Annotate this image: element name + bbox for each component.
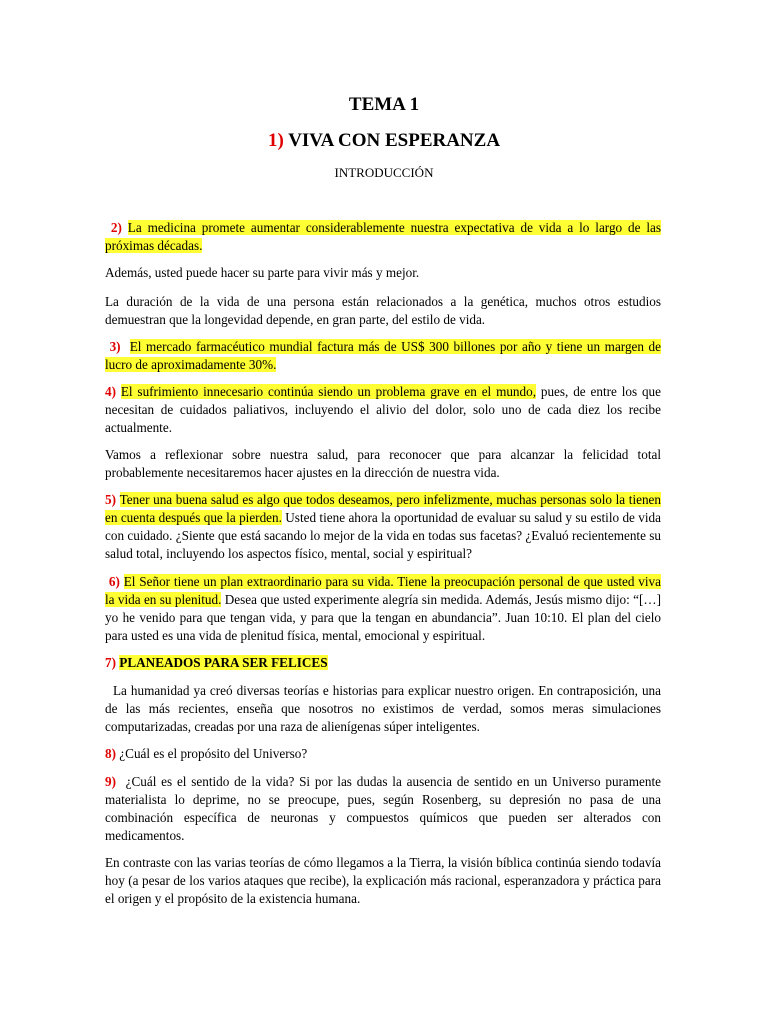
highlighted-text: El mercado farmacéutico mundial factura más de US$ 300 billones por año y tiene un margen de lucro de aproximadamente 30%. (105, 339, 662, 372)
paragraph-humanidad (105, 682, 661, 736)
paragraph-7-heading (105, 654, 661, 672)
paragraph-8 (105, 745, 661, 763)
paragraph-text: pues, de entre los que necesitan de cuidados paliativos, incluyendo el alivio del dolor, solo uno de cada diez los recibe actualmente. (105, 384, 662, 435)
paragraph-number: 4) (105, 384, 116, 399)
highlighted-text: El Señor tiene un plan extraordinario para su vida. Tiene la preocupación personal de que usted viva la vida en su plenitud. (105, 574, 662, 607)
paragraph-number: 2) (110, 220, 122, 235)
doc-title: TEMA 1 (348, 94, 420, 115)
paragraph-number: 9) (105, 774, 116, 789)
intro-heading: INTRODUCCIÓN (334, 165, 434, 180)
paragraph-number: 6) (108, 574, 120, 589)
paragraph-text: ¿Cuál es el propósito del Universo? (119, 746, 308, 761)
paragraph-text: La humanidad ya creó diversas teorías e historias para explicar nuestro origen. En contraposición, una de las más recientes, enseña que nosotros no existimos de verdad, somos meras simulaciones computarizadas, creadas por una raza de alienígenas súper inteligentes. (105, 683, 661, 734)
highlighted-text: Tener una buena salud es algo que todos deseamos, pero infelizmente, muchas personas solo la tienen en cuenta después que la pierden. (105, 492, 661, 525)
subtitle-text: VIVA CON ESPERANZA (288, 130, 501, 151)
paragraph-number: 8) (105, 746, 116, 761)
section-heading: PLANEADOS PARA SER FELICES (119, 655, 328, 670)
paragraph-2 (105, 219, 661, 255)
highlighted-text: El sufrimiento innecesario continúa siendo un problema grave en el mundo, (120, 384, 537, 399)
paragraph-5 (105, 491, 661, 563)
paragraph-number: 7) (105, 655, 116, 670)
paragraph-vamos: Vamos a reflexionar sobre nuestra salud, para reconocer que para alcanzar la felicidad total probablemente necesitaremos hacer ajustes en la dirección de nuestra vida. (105, 447, 661, 480)
paragraph-number: 3) (109, 339, 121, 354)
paragraph-duracion: La duración de la vida de una persona están relacionados a la genética, muchos otros estudios demuestran que la longevidad depende, en gran parte, del estilo de vida. (105, 294, 661, 327)
paragraph-ademas: Además, usted puede hacer su parte para vivir más y mejor. (105, 265, 420, 280)
paragraph-6 (105, 573, 661, 645)
paragraph-text: Usted tiene ahora la oportunidad de evaluar su salud y su estilo de vida con cuidado. ¿Siente que está sacando lo mejor de la vida en todas sus facetas? ¿Evaluó recientemente su salud total, incluyendo los aspectos físico, mental, social y espiritual? (105, 510, 661, 561)
paragraph-number: 5) (105, 492, 116, 507)
paragraph-9 (105, 773, 661, 845)
subtitle-number: 1) (267, 130, 284, 151)
paragraph-contraste: En contraste con las varias teorías de cómo llegamos a la Tierra, la visión bíblica continúa siendo todavía hoy (a pesar de los varios ataques que recibe), la explicación más racional, esperanzadora y práctica para el origen y el propósito de la existencia humana. (105, 855, 661, 906)
highlighted-text: La medicina promete aumentar considerablemente nuestra expectativa de vida a lo largo de las próximas décadas. (105, 220, 661, 253)
paragraph-3 (105, 338, 661, 374)
paragraph-4 (105, 383, 661, 437)
paragraph-text: Desea que usted experimente alegría sin medida. Además, Jesús mismo dijo: “[…] yo he venido para que tengan vida, y para que la tengan en abundancia”. Juan 10:10. El plan del cielo para usted es una vida de plenitud física, mental, emocional y espiritual. (105, 592, 661, 643)
doc-subtitle (0, 130, 768, 152)
paragraph-text: ¿Cuál es el sentido de la vida? Si por las dudas la ausencia de sentido en un Universo puramente materialista lo deprime, no se preocupe, pues, según Rosenberg, su depresión no pasa de una combinación específica de neuronas y compuestos químicos que pueden ser alterados con medicamentos. (105, 774, 661, 843)
